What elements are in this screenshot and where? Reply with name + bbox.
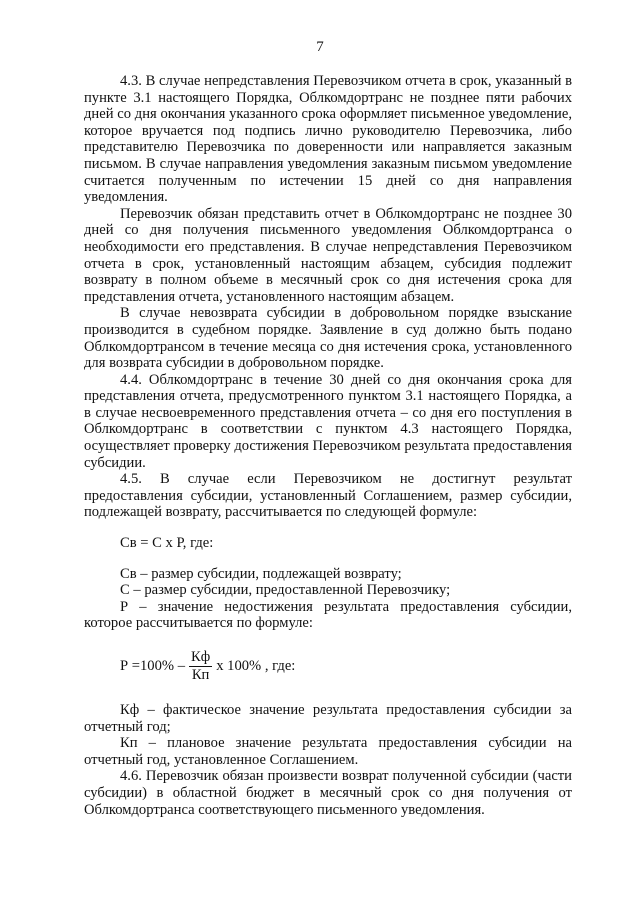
paragraph-4-6: 4.6. Перевозчик обязан произвести возврат полученной субсидии (части субсидии) в областной бюджет в месячный срок со дня получения от Облкомдортранса соответствующего письменного уведомления. <box>84 768 572 818</box>
page-number: 7 <box>316 39 324 55</box>
document-body <box>84 73 572 818</box>
paragraph-4-3: 4.3. В случае непредставления Перевозчиком отчета в срок, указанный в пункте 3.1 настоящего Порядка, Облкомдортранс не позднее пяти рабочих дней со дня окончания указанного срока оформляет письменное уведомление, которое вручается под подпись лично руководителю Перевозчика, либо представителю Перевозчика по доверенности или направляется заказным письмом. В случае направления уведомления заказным письмом уведомление считается полученным по истечении 15 дней со дня направления уведомления. <box>84 73 572 206</box>
paragraph-4-5: 4.5. В случае если Перевозчиком не достигнут результат предоставления субсидии, установленный Соглашением, размер субсидии, подлежащей возврату, рассчитывается по следующей формуле: <box>84 471 572 521</box>
definition-kf: Кф – фактическое значение результата предоставления субсидии за отчетный год; <box>84 702 572 735</box>
definition-kp: Кп – плановое значение результата предоставления субсидии на отчетный год, установленное Соглашением. <box>84 735 572 768</box>
formula-fraction <box>189 649 212 684</box>
fraction-denominator: Кп <box>191 666 210 683</box>
formula-p-prefix: Р =100% – <box>120 657 185 674</box>
paragraph-court-recovery: В случае невозврата субсидии в добровольном порядке взыскание производится в судебном порядке. Заявление в суд должно быть подано Облкомдортрансом в течение месяца со дня истечения срока, установленного для возврата субсидии в добровольном порядке. <box>84 305 572 372</box>
paragraph-4-4: 4.4. Облкомдортранс в течение 30 дней со дня окончания срока для представления отчета, предусмотренного пунктом 3.1 настоящего Порядка, а в случае несвоевременного представления отчета – со дня его поступления в Облкомдортранс в соответствии с пунктом 4.3 настоящего Порядка, осуществляет проверку достижения Перевозчиком результата предоставления субсидии. <box>84 371 572 471</box>
fraction-numerator: Кф <box>191 648 211 665</box>
formula-sv: Св = С х Р, где: <box>120 535 214 552</box>
definition-c: С – размер субсидии, предоставленной Перевозчику; <box>120 582 451 599</box>
paragraph-report-deadline: Перевозчик обязан представить отчет в Облкомдортранс не позднее 30 дней со дня получения письменного уведомления Облкомдортранса о необходимости его представления. В случае непредставления Перевозчиком отчета в срок, установленный настоящим абзацем, субсидия подлежит возврату в полном объеме в месячный срок со дня истечения срока для представления отчета, установленного настоящим абзацем. <box>84 205 572 305</box>
formula-p <box>84 646 572 686</box>
formula-p-suffix: х 100% , где: <box>216 657 296 674</box>
definition-sv: Св – размер субсидии, подлежащей возврату; <box>120 565 402 582</box>
definition-p: Р – значение недостижения результата предоставления субсидии, которое рассчитывается по формуле: <box>84 598 572 632</box>
